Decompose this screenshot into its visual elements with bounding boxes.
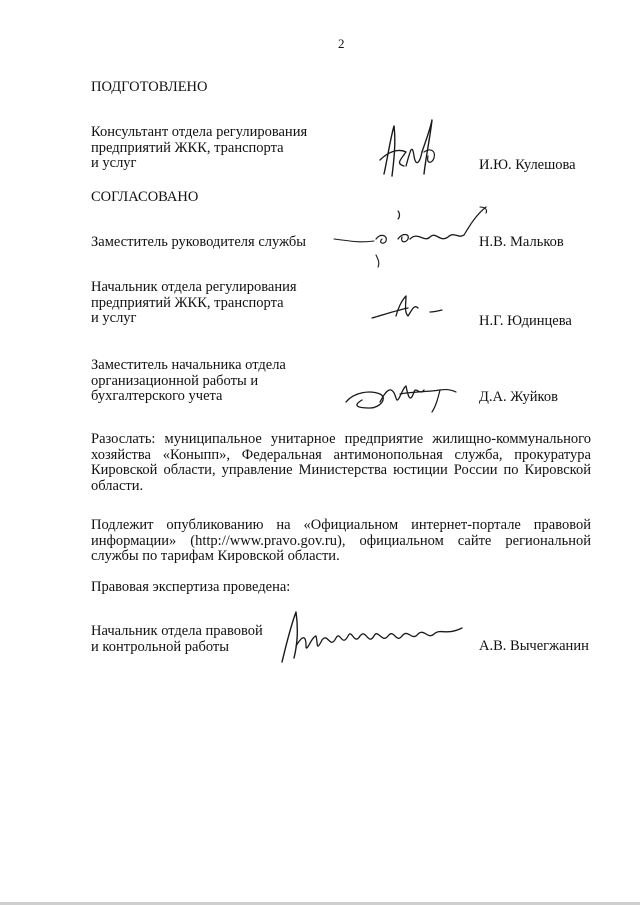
- signer-role: [91, 235, 306, 251]
- prepared-role: [91, 125, 307, 172]
- role-line: предприятий ЖКК, транспорта: [91, 139, 284, 156]
- page-number: 2: [338, 36, 345, 51]
- distribution-paragraph: Разослать: муниципальное унитарное предприятие жилищно-коммунального хозяйства «Коныпп», Федеральная антимонопольная служба, прокуратура Кировской области, управление Министерства юстиции России по Кировской области.: [91, 431, 591, 494]
- agreed-heading: СОГЛАСОВАНО: [91, 189, 199, 205]
- legal-signer-name: А.В. Вычегжанин: [479, 638, 589, 654]
- legal-signer-role: [91, 624, 263, 655]
- signature-zhuykov: [340, 378, 460, 418]
- signature-yudintseva: [368, 292, 448, 326]
- role-line: организационной работы и: [91, 372, 259, 389]
- role-line: Заместитель руководителя службы: [91, 234, 307, 250]
- role-line: Начальник отдела правовой: [91, 623, 263, 639]
- signer-name: Н.Г. Юдинцева: [479, 313, 572, 329]
- prepared-heading: ПОДГОТОВЛЕНО: [91, 79, 208, 95]
- publication-paragraph: Подлежит опубликованию на «Официальном интернет-портале правовой информации» (http://www.pravo.gov.ru), официальном сайте региональной службы по тарифам Кировской области.: [91, 517, 591, 564]
- role-line: Начальник отдела регулирования: [91, 279, 297, 295]
- signature-kuleshova: [370, 112, 450, 190]
- role-line: предприятий ЖКК, транспорта: [91, 294, 284, 311]
- prepared-name: И.Ю. Кулешова: [479, 157, 576, 173]
- role-line: Заместитель начальника отдела: [91, 357, 286, 373]
- signer-role: [91, 280, 297, 327]
- legal-review-note: Правовая экспертиза проведена:: [91, 579, 291, 595]
- signature-malkov: [330, 203, 490, 269]
- signature-vychegzhanin: [276, 606, 466, 670]
- role-line: и услуг: [91, 155, 137, 171]
- role-line: и услуг: [91, 310, 137, 326]
- signer-role: [91, 358, 286, 405]
- role-line: Консультант отдела регулирования: [91, 124, 308, 140]
- signer-name: Н.В. Мальков: [479, 234, 564, 250]
- role-line: и контрольной работы: [91, 638, 229, 655]
- role-line: бухгалтерского учета: [91, 388, 223, 404]
- signer-name: Д.А. Жуйков: [479, 389, 558, 405]
